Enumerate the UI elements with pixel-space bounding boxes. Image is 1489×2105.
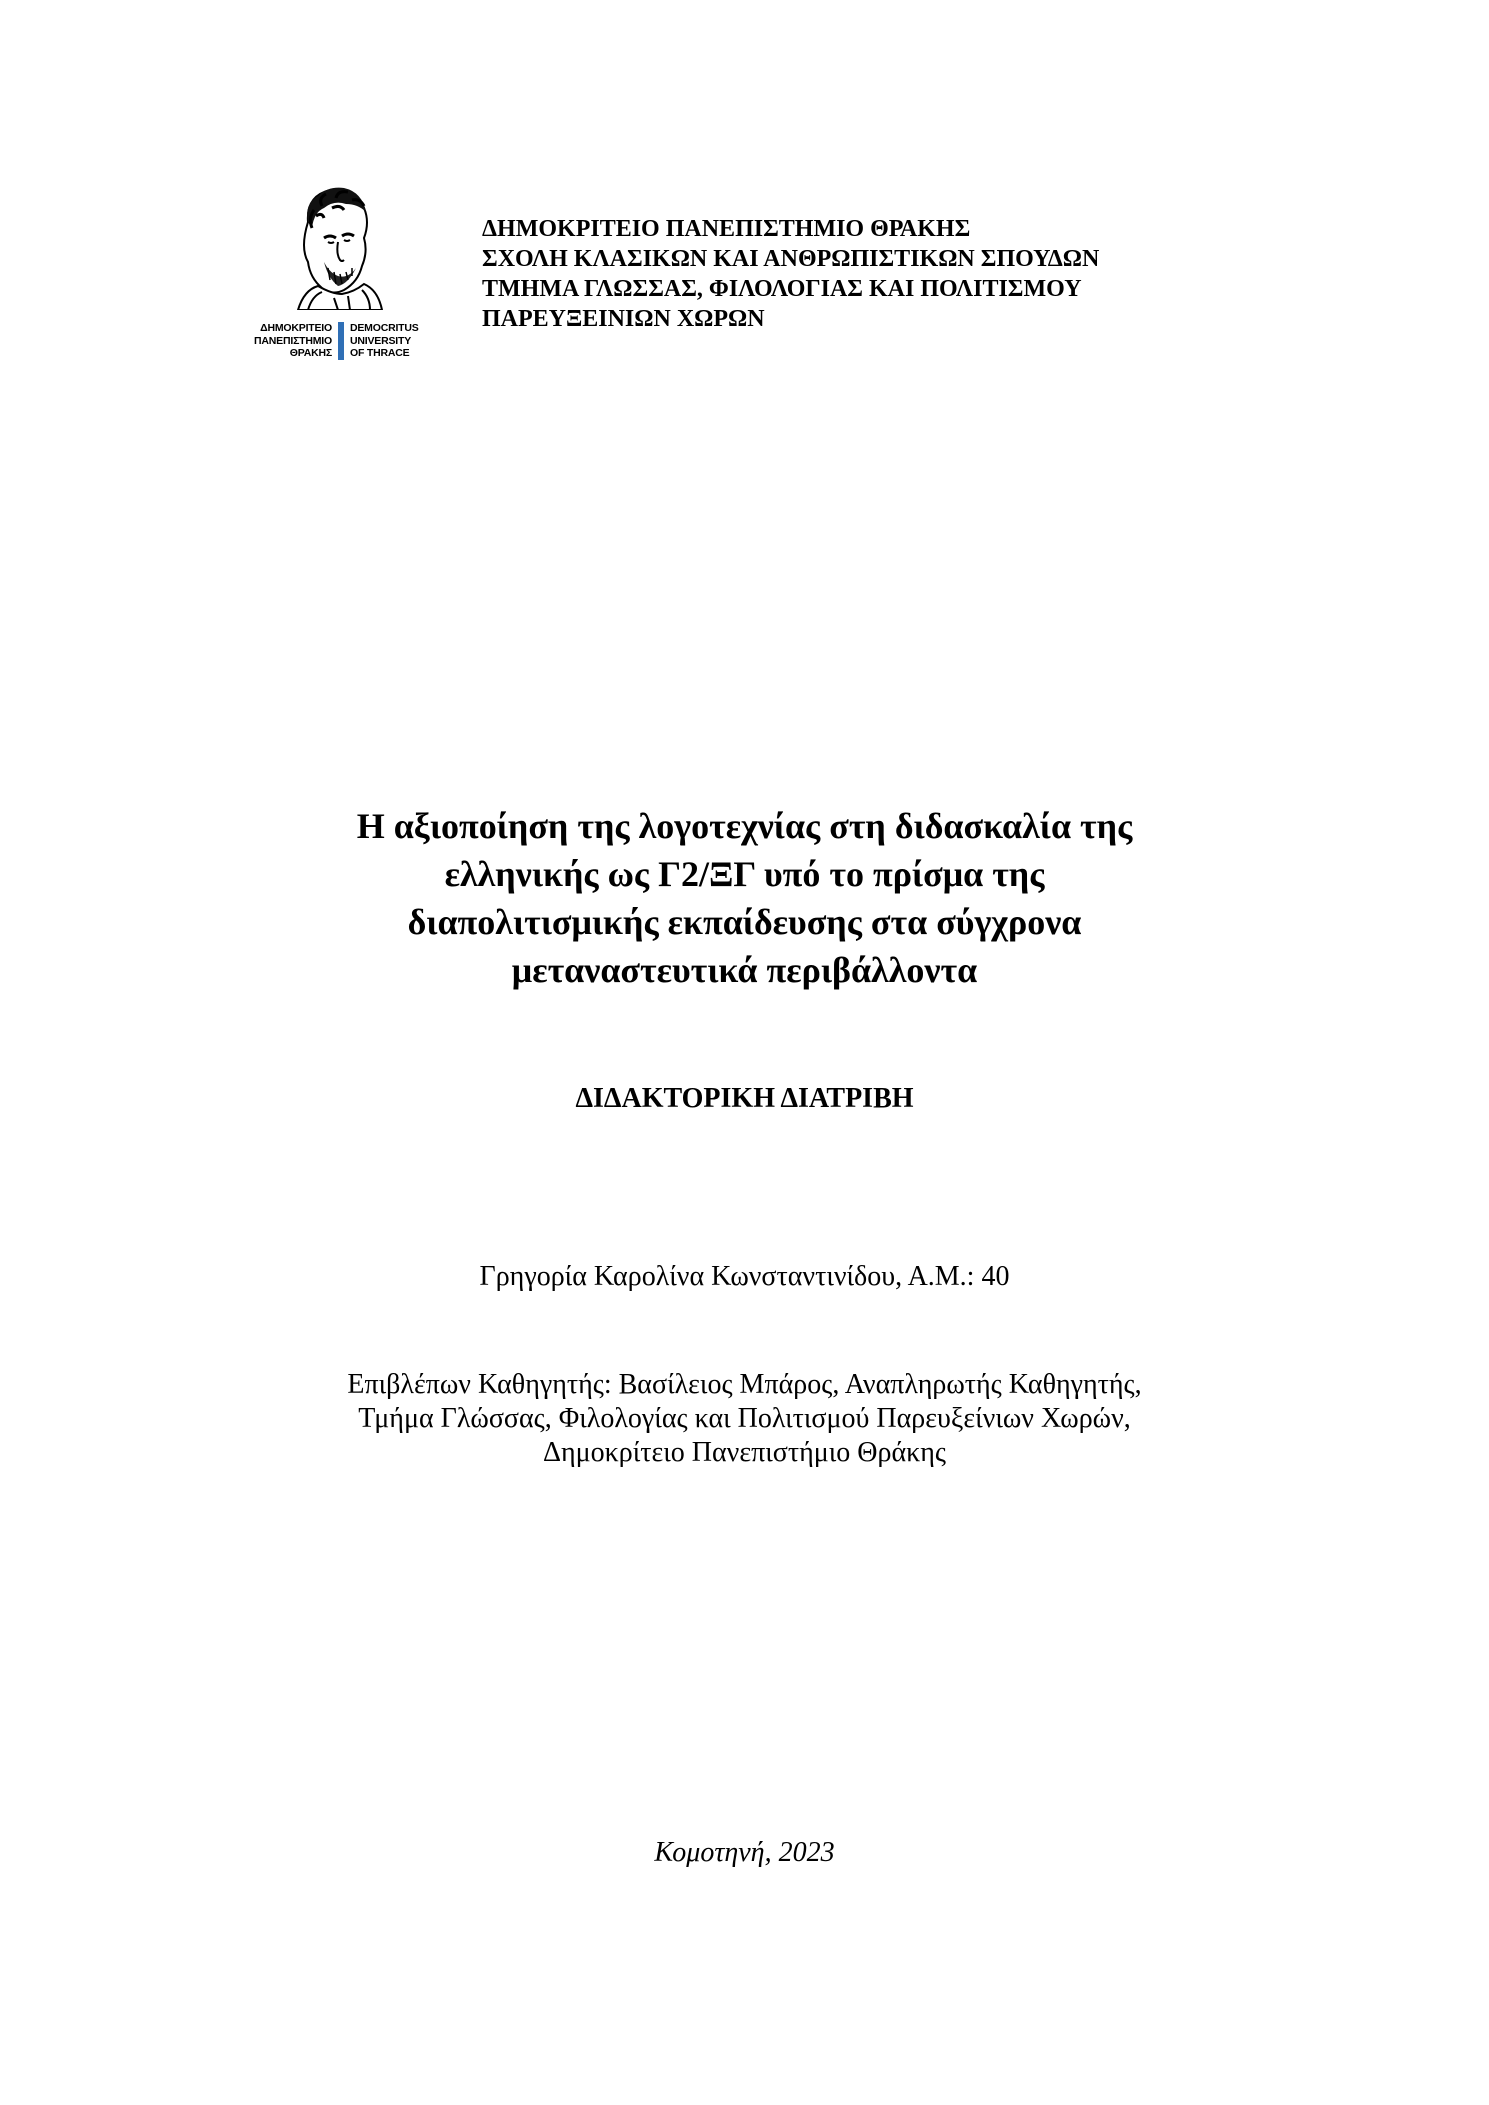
thesis-title-line: διαπολιτισμικής εκπαίδευσης στα σύγχρονα xyxy=(407,902,1082,942)
thesis-title-line: μεταναστευτικά περιβάλλοντα xyxy=(511,950,978,990)
logo-text-greek-line: ΠΑΝΕΠΙΣΤΗΜΙΟ xyxy=(254,334,332,347)
institution-header-line: ΔΗΜΟΚΡΙΤΕΙΟ ΠΑΝΕΠΙΣΤΗΜΙΟ ΘΡΑΚΗΣ xyxy=(482,216,971,242)
thesis-title-line: ελληνικής ως Γ2/ΞΓ υπό το πρίσμα της xyxy=(444,854,1045,894)
institution-header xyxy=(482,214,1099,334)
university-logo xyxy=(228,182,438,372)
thesis-title xyxy=(0,802,1489,994)
logo-text-greek-line: ΘΡΑΚΗΣ xyxy=(289,347,332,359)
logo-divider-bar xyxy=(338,322,344,360)
logo-text-english-line: DEMOCRITUS xyxy=(350,322,419,334)
democritus-bust-icon xyxy=(278,182,388,310)
institution-header-line: ΤΜΗΜΑ ΓΛΩΣΣΑΣ, ΦΙΛΟΛΟΓΙΑΣ ΚΑΙ ΠΟΛΙΤΙΣΜΟΥ xyxy=(482,276,1082,302)
logo-text-english-line: UNIVERSITY xyxy=(350,334,412,347)
thesis-type: ΔΙΔΑΚΤΟΡΙΚΗ ΔΙΑΤΡΙΒΗ xyxy=(575,1083,914,1114)
supervisor-line: Επιβλέπων Καθηγητής: Βασίλειος Μπάρος, Αναπληρωτής Καθηγητής, xyxy=(347,1369,1142,1400)
logo-text-greek-line: ΔΗΜΟΚΡΙΤΕΙΟ xyxy=(260,322,332,334)
author-line: Γρηγορία Καρολίνα Κωνσταντινίδου, Α.Μ.: 40 xyxy=(479,1261,1010,1292)
place-and-year: Κομοτηνή, 2023 xyxy=(654,1837,835,1868)
institution-header-line: ΠΑΡΕΥΞΕΙΝΙΩΝ ΧΩΡΩΝ xyxy=(482,306,765,332)
thesis-title-line: Η αξιοποίηση της λογοτεχνίας στη διδασκαλία της xyxy=(356,806,1133,846)
logo-text-english xyxy=(350,322,419,360)
logo-text-english-line: OF THRACE xyxy=(350,347,410,359)
logo-text-greek xyxy=(228,322,332,360)
supervisor-line: Δημοκρίτειο Πανεπιστήμιο Θράκης xyxy=(542,1437,947,1468)
supervisor-info xyxy=(0,1368,1489,1470)
institution-header-line: ΣΧΟΛΗ ΚΛΑΣΙΚΩΝ ΚΑΙ ΑΝΘΡΩΠΙΣΤΙΚΩΝ ΣΠΟΥΔΩΝ xyxy=(482,246,1100,272)
supervisor-line: Τμήμα Γλώσσας, Φιλολογίας και Πολιτισμού Παρευξείνιων Χωρών, xyxy=(358,1403,1131,1434)
